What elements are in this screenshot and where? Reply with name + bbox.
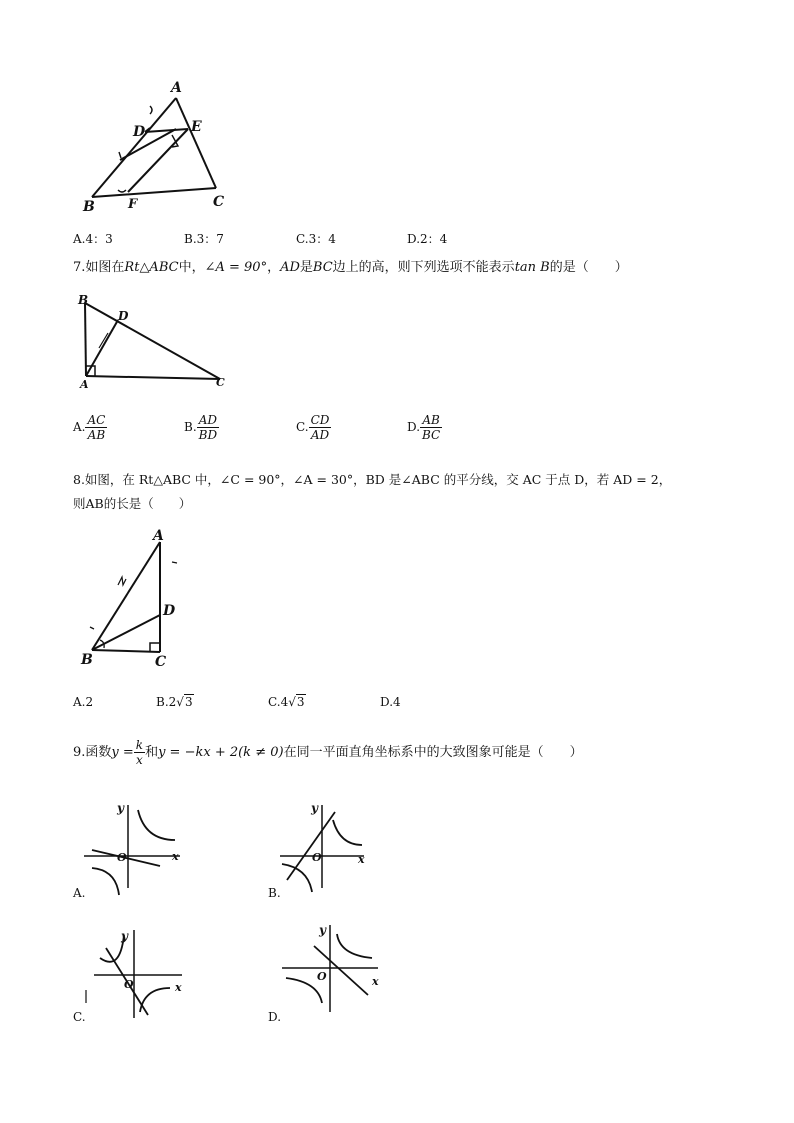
q7-option-c-num: CD: [310, 413, 330, 427]
q9-graph-a-x-label: x: [172, 850, 179, 863]
q7-option-b-num: AD: [197, 413, 219, 428]
q7-option-b-den: BD: [198, 428, 218, 442]
q8-option-c-letter: C.: [268, 695, 281, 709]
q7-triangle: △ABC: [139, 260, 179, 275]
q9-option-b[interactable]: B.: [268, 886, 281, 900]
q9-suffix: 在同一平面直角坐标系中的大致图象可能是（ ）: [283, 745, 583, 760]
q9-graph-d-origin: O: [317, 970, 327, 983]
q6-option-a[interactable]: A.4：3: [73, 232, 113, 246]
q6-option-c[interactable]: C.3：4: [296, 232, 336, 246]
q7-option-b-letter: B.: [184, 420, 197, 434]
q8-option-b-coef: 2: [168, 695, 177, 709]
fig6-label-F: F: [128, 197, 138, 212]
q6-option-d[interactable]: D.2：4: [407, 232, 448, 246]
fig6-label-B: B: [83, 199, 95, 215]
q7-mid3: 是: [299, 260, 313, 275]
q7-option-a-den: AB: [87, 428, 106, 442]
fig8-label-A: A: [153, 528, 164, 544]
q9-graph-b-x-label: x: [358, 853, 365, 866]
q9-graph-d-y-label: y: [319, 923, 326, 937]
q8-option-b-radicand: 3: [184, 695, 193, 709]
q7-ad: AD: [280, 260, 300, 275]
q7-option-d-num: AB: [420, 413, 442, 428]
q8-option-c-coef: 4: [280, 695, 289, 709]
q9-option-d[interactable]: D.: [268, 1010, 282, 1024]
q7-mid2: ，: [267, 260, 281, 275]
q9-graph-c-y-label: y: [121, 929, 128, 943]
fig6-label-C: C: [213, 194, 225, 210]
q7-text-prefix: 如图在: [85, 260, 125, 275]
q9-graph-b-y-label: y: [311, 801, 318, 815]
q9-y1: y =: [111, 745, 134, 760]
q9-graph-c-origin: O: [124, 978, 134, 991]
fig8-label-B: B: [81, 652, 93, 668]
q6-option-b[interactable]: B.3：7: [184, 232, 224, 246]
q9-prefix: 9.函数: [73, 745, 112, 760]
q7-option-d-letter: D.: [407, 420, 421, 434]
q9-fraction-den: x: [136, 753, 143, 767]
q8-option-b-letter: B.: [156, 695, 169, 709]
fig7-label-D: D: [118, 309, 129, 323]
fig7-label-A: A: [80, 378, 89, 391]
q9-and: 和: [145, 745, 159, 760]
q8-option-c-radicand: 3: [296, 695, 305, 709]
q9-graph-a-y-label: y: [117, 801, 124, 815]
q9-graph-d-x-label: x: [372, 975, 379, 988]
q9-option-a[interactable]: A.: [73, 886, 86, 900]
q7-tan: tan B: [514, 260, 550, 275]
q7-end: 的是（ ）: [549, 260, 628, 275]
fig7-label-C: C: [216, 376, 225, 389]
fig7-label-B: B: [78, 293, 89, 307]
q7-mid1: 中，: [178, 260, 205, 275]
q7-option-c-den: AD: [310, 428, 330, 442]
q8-option-a-text: A.2: [73, 695, 94, 709]
fig6-label-A: A: [171, 80, 182, 96]
q7-number: 7.: [73, 260, 86, 275]
q9-graph-c-x-label: x: [175, 981, 182, 994]
q7-option-a-letter: A.: [73, 420, 86, 434]
fig8-label-C: C: [155, 654, 167, 670]
q9-option-c[interactable]: C.: [73, 1010, 86, 1024]
q8-option-c[interactable]: C.4√3: [268, 695, 305, 709]
q7-option-a-num: AC: [87, 413, 106, 427]
q7-bc: BC: [312, 260, 333, 275]
q9-y2: y = −kx + 2(k ≠ 0): [158, 745, 284, 760]
q8-option-d-text: D.4: [380, 695, 401, 709]
q9-graph-a-origin: O: [117, 851, 127, 864]
q7-angle: ∠A = 90°: [204, 260, 268, 275]
q7-text-suffix: 边上的高，则下列选项不能表示: [332, 260, 515, 275]
q8-question-line1: 8.如图，在 Rt△ABC 中，∠C = 90°，∠A = 30°，BD 是∠ABC 的平分线，交 AC 于点 D，若 AD = 2，: [73, 472, 672, 487]
q7-rt: Rt: [124, 260, 140, 275]
q8-option-b[interactable]: B.2√3: [156, 695, 193, 709]
fig8-label-D: D: [163, 603, 176, 619]
q8-question-line2: 则AB的长是（ ）: [73, 496, 192, 511]
q7-option-c-letter: C.: [296, 420, 309, 434]
q9-fraction-num: k: [135, 738, 144, 752]
q9-graph-b-origin: O: [312, 851, 322, 864]
fig6-label-D: D: [133, 124, 146, 140]
q7-option-d-den: BC: [422, 428, 441, 442]
fig6-label-E: E: [191, 119, 202, 135]
